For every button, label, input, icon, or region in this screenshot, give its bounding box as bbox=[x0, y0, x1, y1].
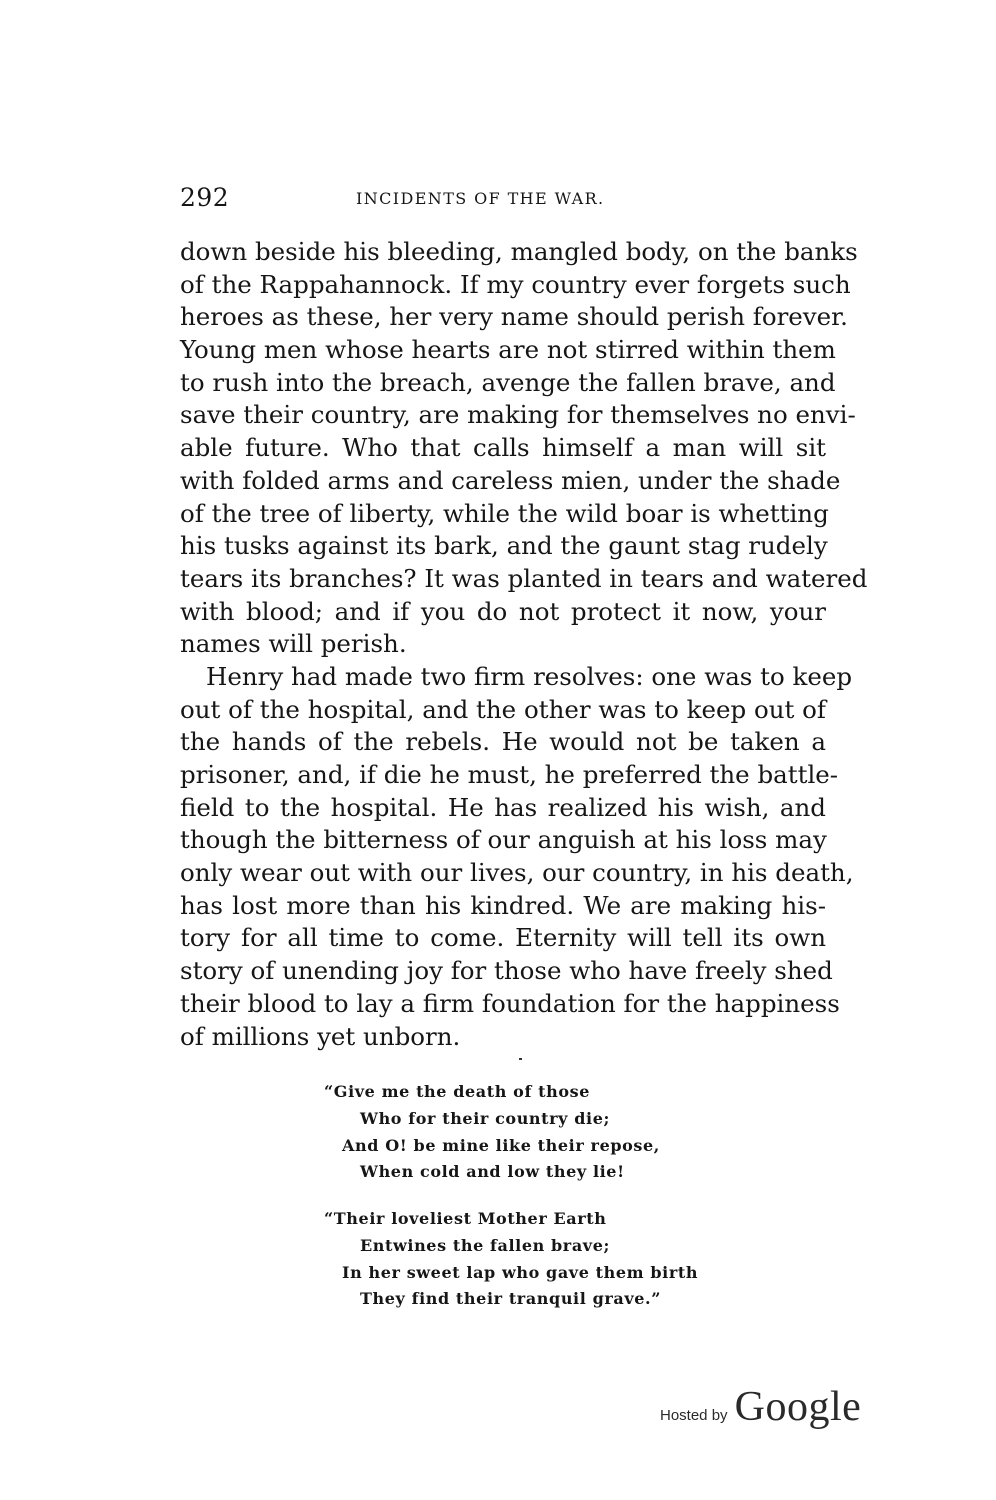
text-line: with folded arms and careless mien, under the shade bbox=[180, 465, 841, 495]
hosted-by-watermark bbox=[660, 1383, 861, 1433]
text-line: save their country, are making for themselves no envi- bbox=[180, 400, 856, 430]
text-line: able future. Who that calls himself a man will sit bbox=[180, 433, 826, 463]
verse-line: Entwines the fallen brave; bbox=[360, 1235, 610, 1255]
text-line: Young men whose hearts are not stirred within them bbox=[180, 335, 836, 365]
text-line: field to the hospital. He has realized his wish, and bbox=[180, 792, 826, 822]
verse-line: Who for their country die; bbox=[360, 1108, 610, 1128]
verse-stanza-1 bbox=[324, 1079, 660, 1186]
text-line: has lost more than his kindred. We are making his- bbox=[180, 890, 826, 920]
text-line: though the bitterness of our anguish at his loss may bbox=[180, 825, 827, 855]
text-line: prisoner, and, if die he must, he preferred the battle- bbox=[180, 760, 839, 789]
text-line: names will perish. bbox=[180, 629, 407, 659]
verse-line: In her sweet lap who gave them birth bbox=[342, 1262, 699, 1282]
text-line: their blood to lay a firm foundation for the happiness bbox=[180, 988, 840, 1018]
page-number: 292 bbox=[180, 183, 230, 212]
running-title: INCIDENTS OF THE WAR. bbox=[356, 189, 605, 208]
verse-line: And O! be mine like their repose, bbox=[342, 1135, 660, 1155]
verse-line: “Their loveliest Mother Earth bbox=[324, 1209, 607, 1228]
verse-line: When cold and low they lie! bbox=[360, 1162, 625, 1182]
text-line: Henry had made two firm resolves: one was to keep bbox=[206, 661, 853, 691]
text-line: down beside his bleeding, mangled body, on the banks bbox=[180, 237, 858, 266]
text-line: his tusks against its bark, and the gaunt stag rudely bbox=[180, 531, 828, 561]
text-line: only wear out with our lives, our country, in his death, bbox=[180, 858, 854, 888]
text-line: heroes as these, her very name should perish forever. bbox=[180, 302, 848, 332]
verse-line: They find their tranquil grave.” bbox=[360, 1289, 662, 1309]
text-line: of the Rappahannock. If my country ever forgets such bbox=[180, 269, 851, 299]
text-line: of the tree of liberty, while the wild boar is whetting bbox=[180, 498, 829, 528]
text-line: tory for all time to come. Eternity will tell its own bbox=[180, 923, 826, 953]
verse-stanza-2 bbox=[324, 1206, 698, 1313]
body-text bbox=[180, 236, 868, 1053]
text-line: with blood; and if you do not protect it now, your bbox=[180, 596, 826, 626]
section-divider-dot bbox=[519, 1058, 522, 1060]
google-logo: Google bbox=[734, 1384, 862, 1430]
text-line: out of the hospital, and the other was to keep out of bbox=[180, 694, 826, 724]
text-line: tears its branches? It was planted in tears and watered bbox=[180, 563, 868, 593]
hosted-by-label: Hosted by bbox=[660, 1407, 728, 1424]
text-line: story of unending joy for those who have freely shed bbox=[180, 956, 833, 986]
text-line: to rush into the breach, avenge the fallen brave, and bbox=[180, 367, 836, 397]
text-line: the hands of the rebels. He would not be taken a bbox=[180, 727, 826, 757]
text-line: of millions yet unborn. bbox=[180, 1021, 461, 1051]
verse-line: “Give me the death of those bbox=[324, 1082, 590, 1101]
